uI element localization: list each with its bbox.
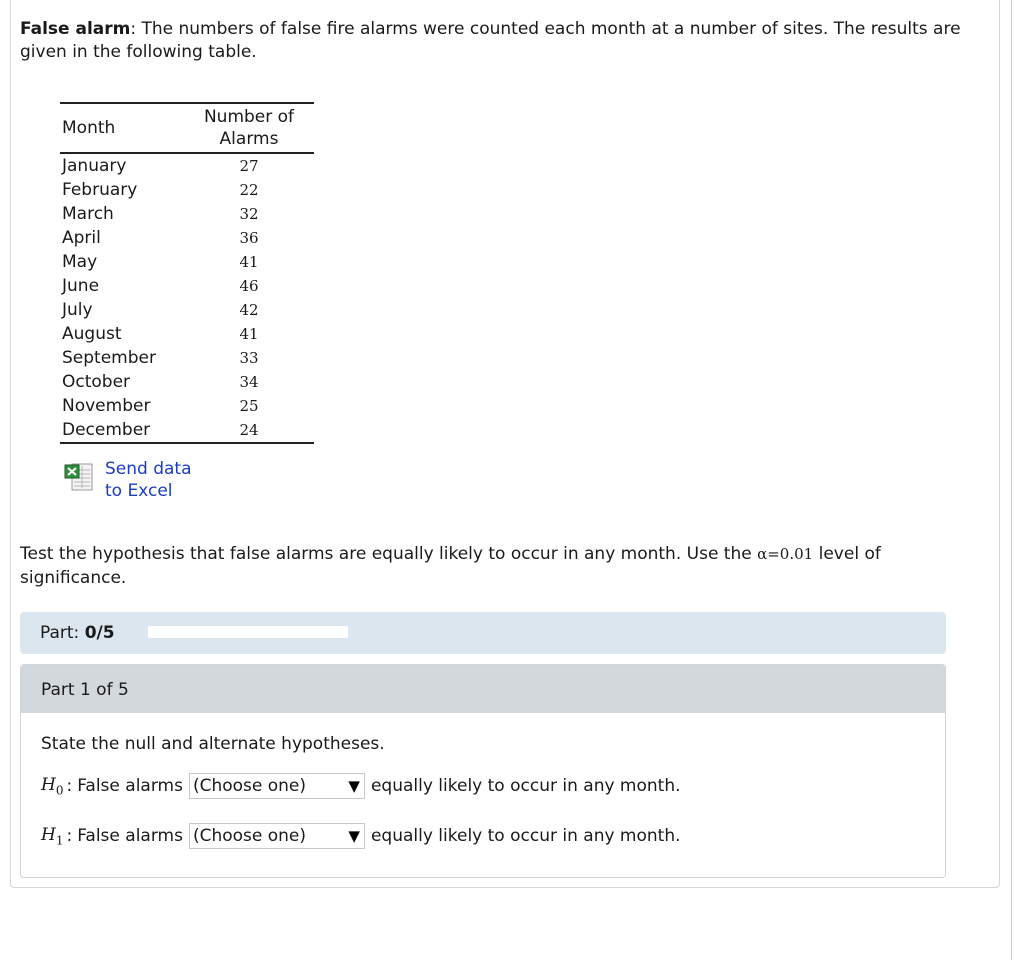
table-row	[60, 346, 314, 370]
alpha-value: α=0.01	[757, 545, 814, 563]
table-row	[60, 298, 314, 322]
month-cell: July	[62, 300, 93, 320]
alarms-cell: 46	[239, 277, 259, 295]
null-hypothesis-select-value: (Choose one)	[192, 776, 307, 796]
month-cell: December	[62, 420, 151, 440]
table-row	[60, 250, 314, 274]
null-hypothesis-symbol: $H_0$	[41, 774, 64, 798]
dropdown-arrow-icon: ▼	[348, 827, 360, 845]
part-panel	[20, 664, 946, 878]
problem-intro	[20, 18, 980, 64]
alarms-cell: 36	[239, 229, 259, 247]
problem-intro-text: : The numbers of false fire alarms were counted each month at a number of sites. The results are given in the following table.	[20, 19, 961, 62]
progress-value: 0/5	[84, 623, 115, 643]
alarms-cell: 27	[239, 157, 259, 175]
progress-bar	[148, 626, 348, 638]
null-hypothesis-row	[41, 771, 681, 801]
alternate-hypothesis-select-value: (Choose one)	[192, 826, 307, 846]
table-row	[60, 226, 314, 250]
alternate-hypothesis-row	[41, 821, 681, 851]
dropdown-arrow-icon: ▼	[348, 777, 360, 795]
part-header	[21, 665, 945, 713]
excel-file-icon	[64, 462, 96, 492]
table-body	[60, 153, 314, 443]
alternate-hypothesis-select[interactable]	[189, 823, 365, 849]
progress-label	[40, 622, 115, 644]
alarms-cell: 41	[239, 325, 259, 343]
alarms-cell: 32	[239, 205, 259, 223]
table-header-row	[60, 103, 314, 153]
table-row	[60, 153, 314, 178]
header-month: Month	[60, 103, 182, 153]
alarms-cell: 34	[239, 373, 259, 391]
month-cell: November	[62, 396, 151, 416]
table-row	[60, 274, 314, 298]
progress-label-text: Part:	[40, 623, 80, 643]
alarms-cell: 22	[239, 181, 259, 199]
month-cell: February	[62, 180, 138, 200]
month-cell: April	[62, 228, 101, 248]
problem-title: False alarm	[20, 19, 131, 39]
alarms-cell: 24	[239, 421, 259, 439]
send-to-excel-text: Send data to Excel	[105, 459, 192, 501]
alarms-cell: 41	[239, 253, 259, 271]
part-title: Part 1 of 5	[41, 680, 129, 700]
alarms-cell: 42	[239, 301, 259, 319]
send-to-excel-label[interactable]	[105, 458, 201, 502]
table-row	[60, 322, 314, 346]
month-cell: March	[62, 204, 114, 224]
alternate-hypothesis-colon: :	[66, 826, 73, 846]
question-text	[20, 542, 980, 590]
question-after: level of significance.	[20, 544, 881, 588]
progress-panel	[20, 612, 946, 654]
month-cell: May	[62, 252, 98, 272]
table-row	[60, 178, 314, 202]
month-cell: September	[62, 348, 156, 368]
null-hypothesis-colon: :	[66, 776, 73, 796]
send-to-excel-link[interactable]	[64, 458, 201, 502]
month-cell: August	[62, 324, 122, 344]
part-instruction: State the null and alternate hypotheses.	[41, 734, 385, 754]
table-row	[60, 418, 314, 443]
right-border	[1011, 0, 1012, 960]
alarms-table	[60, 102, 314, 444]
table-row	[60, 370, 314, 394]
table-row	[60, 202, 314, 226]
null-hypothesis-suffix: equally likely to occur in any month.	[370, 776, 681, 796]
month-cell: January	[62, 156, 127, 176]
month-cell: June	[62, 276, 100, 296]
month-cell: October	[62, 372, 131, 392]
table-row	[60, 394, 314, 418]
alternate-hypothesis-suffix: equally likely to occur in any month.	[370, 826, 681, 846]
null-hypothesis-select[interactable]	[189, 773, 365, 799]
null-hypothesis-prefix: False alarms	[77, 776, 183, 796]
alternate-hypothesis-symbol: $H_1$	[41, 824, 64, 848]
alternate-hypothesis-prefix: False alarms	[77, 826, 183, 846]
question-before: Test the hypothesis that false alarms are equally likely to occur in any month. Use the	[20, 544, 758, 564]
alarms-cell: 25	[239, 397, 259, 415]
header-alarms: Number of Alarms	[182, 103, 314, 153]
alarms-cell: 33	[239, 349, 259, 367]
